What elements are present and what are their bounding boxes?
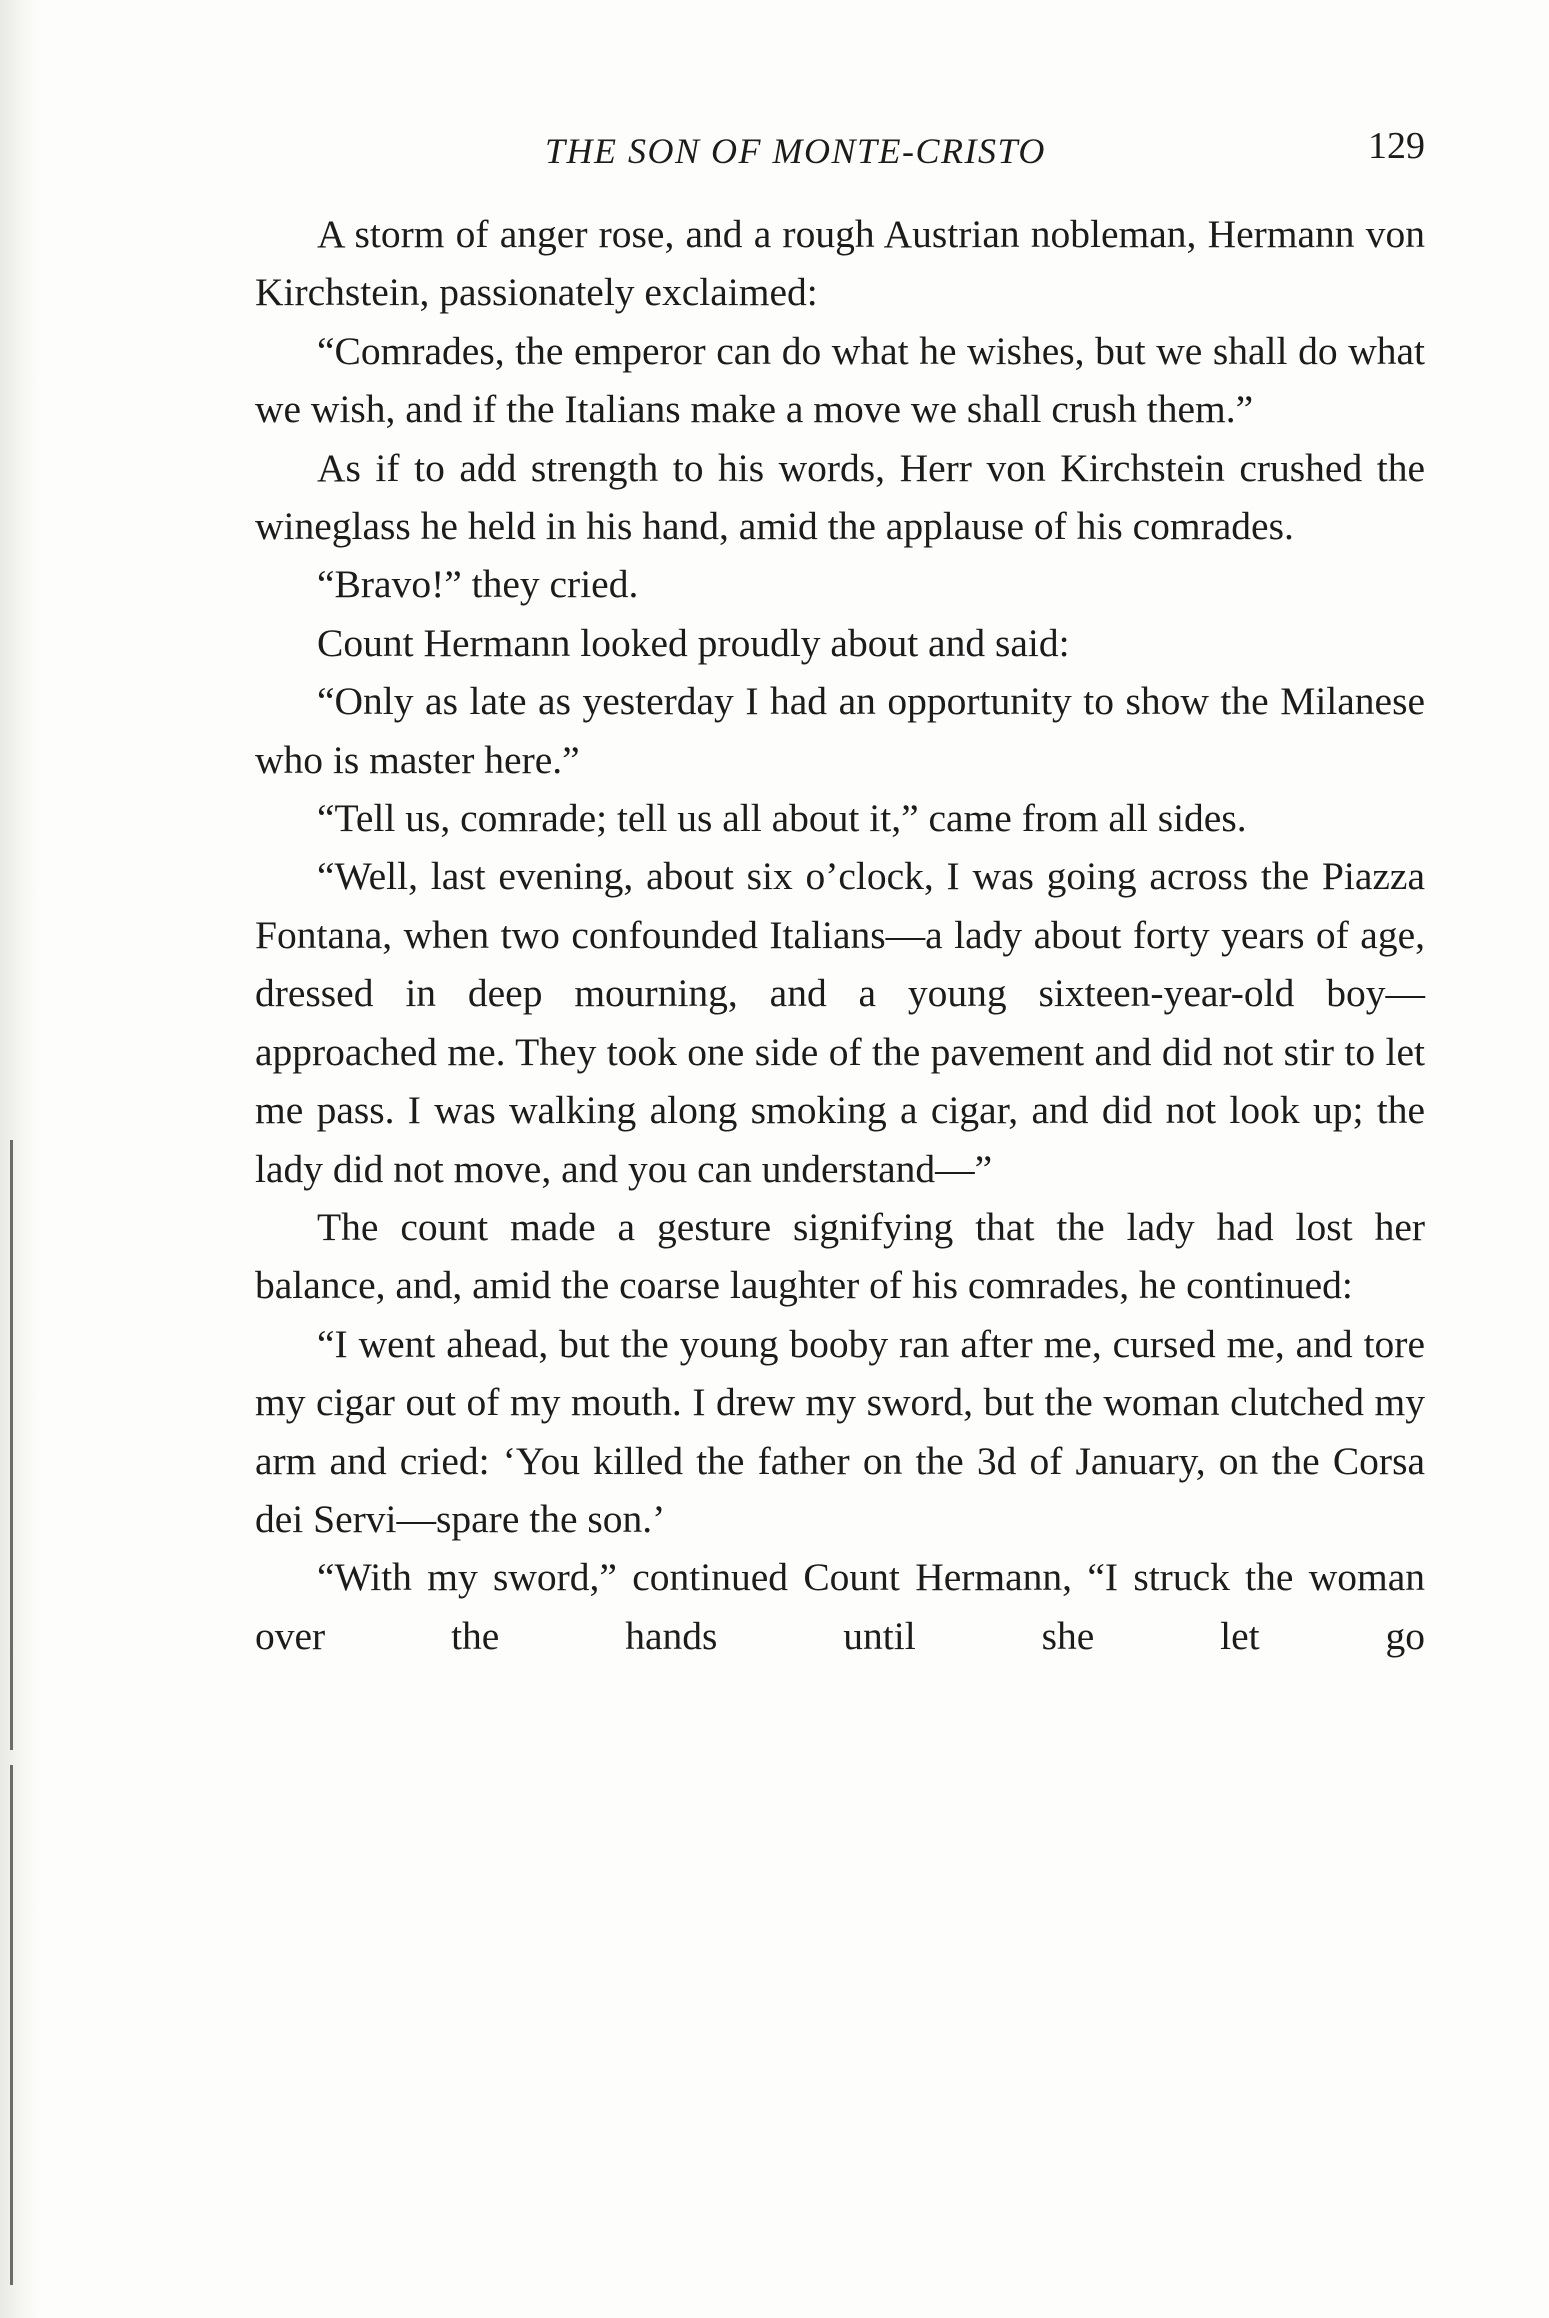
paragraph: “Only as late as yesterday I had an opportunity to show the Milanese who is master here.” — [255, 679, 1425, 782]
body-text — [255, 205, 1425, 1665]
paragraph: The count made a gesture signifying that the lady had lost her balance, and, amid the coarse laughter of his comrades, he continued: — [255, 1204, 1425, 1308]
paragraph: As if to add strength to his words, Herr von Kirchstein crushed the wineglass he held in his hand, amid the applause of his comrades. — [255, 445, 1425, 549]
paragraph: A storm of anger rose, and a rough Austrian nobleman, Hermann von Kirchstein, passionately exclaimed: — [255, 212, 1425, 315]
page-header — [255, 124, 1425, 184]
running-title: THE SON OF MONTE-CRISTO — [545, 131, 1046, 171]
binding-shadow-line — [10, 1765, 13, 2285]
paragraph: “With my sword,” continued Count Hermann, “I struck the woman over the hands until she let go — [255, 1555, 1425, 1658]
binding-shadow-line — [10, 1140, 13, 1750]
paragraph: “Well, last evening, about six o’clock, I was going across the Piazza Fontana, when two confounded Italians—a lady about forty years of age, dressed in deep mourning, and a young sixteen-year-old boy—approached me. They took one side of the pavement and did not stir to let me pass. I was walking along smoking a cigar, and did not look up; the lady did not move, and you can understand—” — [255, 854, 1425, 1191]
paragraph: “Bravo!” they cried. — [317, 562, 639, 607]
page-number: 129 — [1368, 125, 1425, 167]
binding-edge — [0, 0, 40, 2318]
paragraph: Count Hermann looked proudly about and said: — [317, 620, 1070, 665]
paragraph: “Tell us, comrade; tell us all about it,” came from all sides. — [317, 796, 1247, 841]
paragraph: “I went ahead, but the young booby ran after me, cursed me, and tore my cigar out of my mouth. I drew my sword, but the woman clutched my arm and cried: ‘You killed the father on the 3d of January, on the Corsa dei Servi—spare the son.’ — [255, 1321, 1425, 1541]
paragraph: “Comrades, the emperor can do what he wishes, but we shall do what we wish, and if the Italians make a move we shall crush them.” — [255, 328, 1425, 432]
